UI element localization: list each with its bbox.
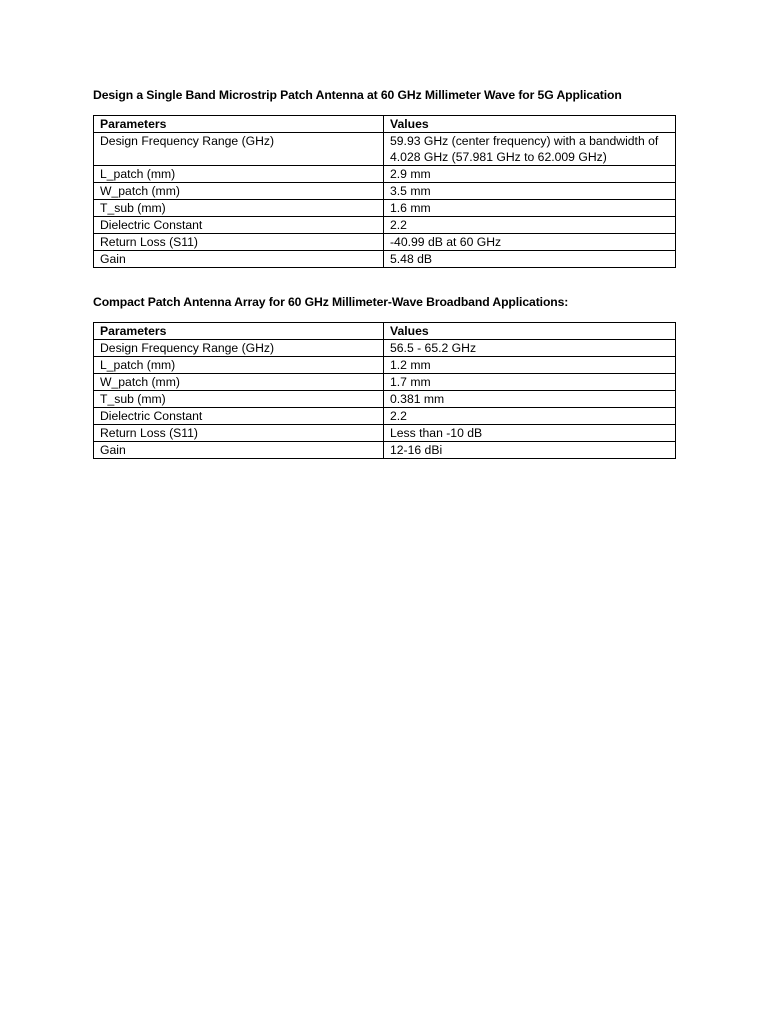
value-cell: 1.7 mm [384, 374, 676, 391]
parameter-cell: L_patch (mm) [94, 166, 384, 183]
value-cell: Less than -10 dB [384, 425, 676, 442]
table-row [94, 442, 676, 459]
parameter-cell: W_patch (mm) [94, 183, 384, 200]
table-header-row [94, 323, 676, 340]
parameter-cell: Design Frequency Range (GHz) [94, 133, 384, 166]
table-row [94, 357, 676, 374]
value-cell: 56.5 - 65.2 GHz [384, 340, 676, 357]
value-cell: 59.93 GHz (center frequency) with a bandwidth of 4.028 GHz (57.981 GHz to 62.009 GHz) [384, 133, 676, 166]
column-header-parameters: Parameters [94, 323, 384, 340]
parameter-cell: Gain [94, 442, 384, 459]
value-cell: 5.48 dB [384, 251, 676, 268]
parameter-cell: Dielectric Constant [94, 408, 384, 425]
table-row [94, 234, 676, 251]
parameter-cell: Design Frequency Range (GHz) [94, 340, 384, 357]
value-cell: 3.5 mm [384, 183, 676, 200]
value-cell: 2.2 [384, 217, 676, 234]
column-header-values: Values [384, 116, 676, 133]
table-row [94, 200, 676, 217]
parameters-table-single-band [93, 115, 676, 268]
table-row [94, 340, 676, 357]
table-row [94, 183, 676, 200]
value-cell: 12-16 dBi [384, 442, 676, 459]
section-title-single-band: Design a Single Band Microstrip Patch Antenna at 60 GHz Millimeter Wave for 5G Application [93, 88, 622, 102]
table-row [94, 391, 676, 408]
value-cell: 1.6 mm [384, 200, 676, 217]
parameter-cell: T_sub (mm) [94, 391, 384, 408]
table-row [94, 374, 676, 391]
table-row [94, 217, 676, 234]
parameter-cell: L_patch (mm) [94, 357, 384, 374]
parameters-table-patch-array [93, 322, 676, 459]
column-header-values: Values [384, 323, 676, 340]
table-row [94, 251, 676, 268]
table-header-row [94, 116, 676, 133]
value-cell: 1.2 mm [384, 357, 676, 374]
parameter-cell: W_patch (mm) [94, 374, 384, 391]
parameter-cell: Gain [94, 251, 384, 268]
table-row [94, 133, 676, 166]
table-row [94, 166, 676, 183]
value-cell: -40.99 dB at 60 GHz [384, 234, 676, 251]
parameter-cell: Return Loss (S11) [94, 234, 384, 251]
parameter-cell: Return Loss (S11) [94, 425, 384, 442]
value-cell: 2.9 mm [384, 166, 676, 183]
parameter-cell: T_sub (mm) [94, 200, 384, 217]
table-row [94, 408, 676, 425]
parameter-cell: Dielectric Constant [94, 217, 384, 234]
section-title-patch-array: Compact Patch Antenna Array for 60 GHz Millimeter-Wave Broadband Applications: [93, 295, 569, 309]
value-cell: 0.381 mm [384, 391, 676, 408]
table-row [94, 425, 676, 442]
column-header-parameters: Parameters [94, 116, 384, 133]
value-cell: 2.2 [384, 408, 676, 425]
